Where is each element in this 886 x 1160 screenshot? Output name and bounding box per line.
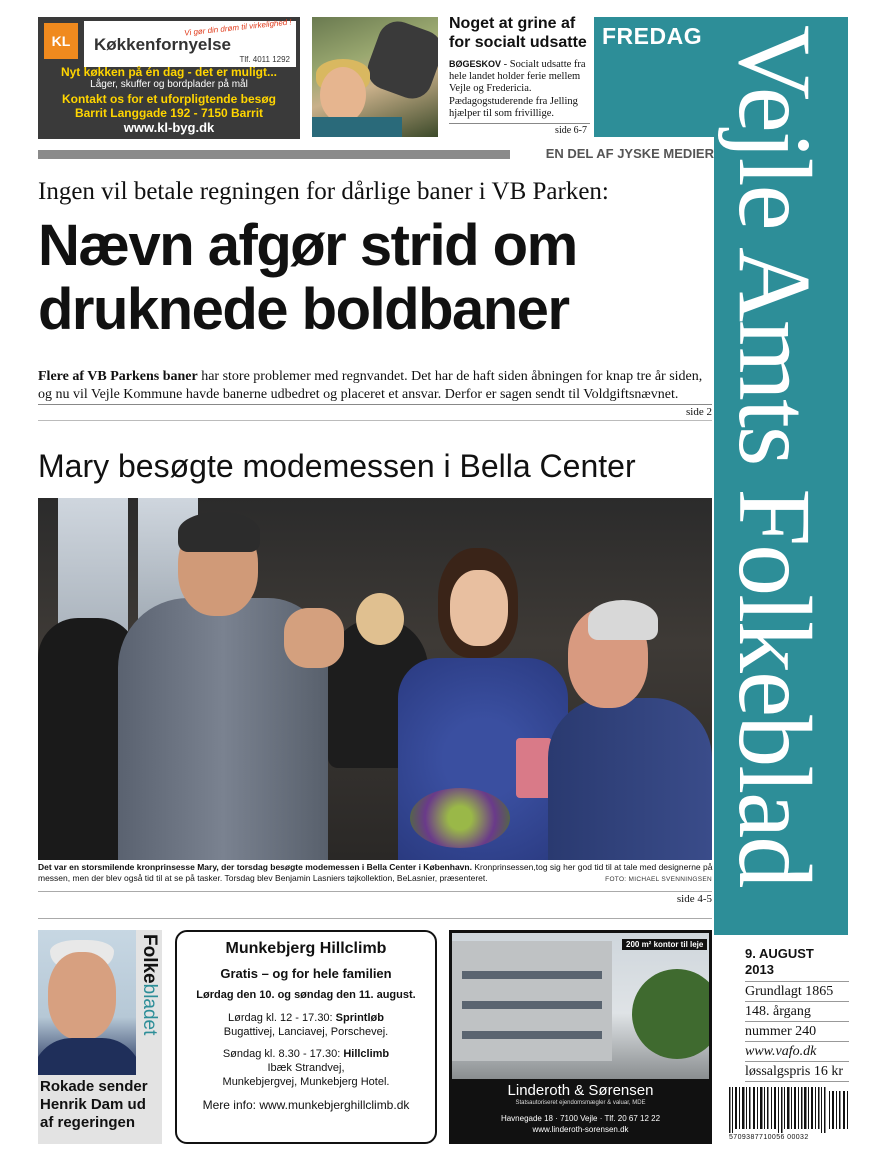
lede-bold: Flere af VB Parkens baner [38, 369, 198, 384]
teaser-page-ref[interactable]: side 6-7 [555, 125, 587, 136]
hillclimb-sunday-place-2: Munkebjergvej, Munkebjerg Hotel. [222, 1076, 390, 1088]
lead-page-ref[interactable]: side 2 [686, 406, 712, 418]
sat-event: Sprintløb [335, 1012, 384, 1024]
ad-line-4: Barrit Langgade 192 - 7150 Barrit [74, 106, 264, 120]
lede-divider [38, 404, 712, 405]
section-bar [38, 150, 510, 159]
caption-divider [38, 891, 712, 892]
folkebladet-brand [136, 930, 162, 1080]
newspaper-title[interactable]: Vejle Amts Folkeblad [717, 25, 832, 887]
sun-event: Hillclimb [343, 1048, 390, 1060]
photo-credit: FOTO: MICHAEL SVENNINGSEN [605, 876, 712, 883]
lead-headline[interactable] [38, 214, 698, 342]
hillclimb-saturday-place: Bugattivej, Lanciavej, Porschevej. [223, 1026, 389, 1038]
teaser-body [449, 58, 591, 120]
hillclimb-subtitle: Gratis – og for hele familien [220, 966, 392, 981]
kl-logo: KL [44, 23, 78, 59]
barcode-number: 5709387710056 00032 [729, 1134, 809, 1141]
lead-lede [38, 368, 718, 404]
lead-headline-line-2: druknede boldbaner [38, 277, 569, 342]
lead-kicker: Ingen vil betale regningen for dårlige baner i VB Parken: [38, 178, 609, 205]
realestate-ad[interactable] [449, 930, 712, 1144]
ad-website[interactable]: www.kl-byg.dk [123, 120, 215, 135]
teaser-photo-face [320, 67, 366, 123]
photo-bouquet [410, 788, 510, 848]
realestate-name: Linderoth & Sørensen [507, 1082, 654, 1099]
mary-page-ref[interactable]: side 4-5 [676, 893, 712, 905]
issue-info [745, 946, 849, 1082]
ad-line-1: Nyt køkken på én dag - det er muligt... [60, 65, 278, 79]
dam-headline: Rokade sender Henrik Dam ud af regeringen [40, 1078, 148, 1131]
photo-bystander-head [356, 593, 404, 645]
building [452, 941, 612, 1061]
dam-photo-suit [38, 1038, 136, 1075]
dam-photo [38, 930, 136, 1075]
teaser-photo-body [312, 117, 402, 137]
hillclimb-dates: Lørdag den 10. og søndag den 11. august. [196, 989, 416, 1001]
realestate-photo [452, 933, 709, 1079]
kitchen-ad[interactable] [38, 17, 300, 139]
bottom-divider [38, 918, 712, 919]
caption-text: Kronprinsessen,tog sig her god tid til at tale med designerne på messen, men der blev også tid til at se på tasker. Torsdag blev Benjamin Lasniers tøjkollektion, BeLasnier, præsenteret. [38, 862, 713, 883]
photo-man-hair [178, 512, 260, 552]
ad-company-name: Køkkenfornyelse [94, 35, 231, 54]
sat-time: Lørdag kl. 12 - 17.30: [228, 1012, 336, 1024]
ad-line-2: Låger, skuffer og bordplader på mål [90, 79, 248, 90]
caption-bold: Det var en storsmilende kronprinsesse Mary, der torsdag besøgte modemessen i Bella Center i København. [38, 862, 472, 872]
teaser-headline[interactable]: Noget at grine af for socialt udsatte [449, 15, 587, 51]
dam-photo-face [48, 952, 116, 1040]
issue-number: nummer 240 [745, 1022, 849, 1042]
volume: 148. årgang [745, 1002, 849, 1022]
tree [632, 969, 709, 1059]
brand-rest: bladet [139, 983, 160, 1036]
teaser-divider [449, 123, 590, 124]
dam-teaser[interactable] [38, 930, 162, 1144]
teaser-photo[interactable] [312, 17, 438, 137]
issue-date: 9. AUGUST [745, 946, 814, 961]
office-for-rent-tag: 200 m² kontor til leje [622, 939, 707, 950]
masthead-title-wrap [716, 25, 846, 925]
founded: Grundlagt 1865 [745, 981, 849, 1002]
folkebladet-logo [138, 934, 160, 1035]
realestate-website[interactable]: www.linderoth-sorensen.dk [532, 1125, 629, 1134]
media-group-label: EN DEL AF JYSKE MEDIER [545, 146, 714, 161]
teaser-photo-object [362, 17, 438, 104]
lede-divider-2 [38, 420, 712, 421]
hillclimb-title: Munkebjerg Hillclimb [225, 940, 387, 957]
ad-line-3: Kontakt os for et uforpligtende besøg [61, 92, 276, 106]
realestate-address: Havnegade 18 · 7100 Vejle · Tlf. 20 67 12 22 [500, 1114, 661, 1123]
hillclimb-more-info[interactable]: Mere info: www.munkebjerghillclimb.dk [202, 1098, 410, 1112]
mary-headline[interactable]: Mary besøgte modemessen i Bella Center [38, 448, 636, 484]
photo-pink-clutch [516, 738, 552, 798]
hillclimb-sunday [177, 1047, 435, 1061]
hillclimb-sunday-place-1: Ibæk Strandvej, [267, 1062, 345, 1074]
brand-bold: Folke [139, 934, 160, 984]
hillclimb-saturday [177, 1011, 435, 1025]
sun-time: Søndag kl. 8.30 - 17.30: [222, 1048, 344, 1060]
main-photo[interactable] [38, 498, 712, 860]
photo-older-man-hair [588, 600, 658, 640]
photo-mary-face [450, 570, 508, 646]
realestate-subtitle: Statsautoriseret ejendomsmægler & valuar, MDE [515, 1100, 646, 1106]
weekday-label: FREDAG [602, 23, 703, 49]
teaser-place: BØGESKOV [449, 59, 502, 69]
ad-slogan: Vi gør din drøm til virkelighed ! [183, 17, 293, 38]
photo-older-man-suit [548, 698, 712, 860]
issue-year: 2013 [745, 962, 774, 977]
ad-phone: Tlf. 4011 1292 [239, 55, 290, 64]
ad-header [84, 17, 296, 67]
website[interactable]: www.vafo.dk [745, 1042, 849, 1062]
lead-headline-line-1: Nævn afgør strid om [38, 213, 577, 278]
hillclimb-ad[interactable] [175, 930, 437, 1144]
teaser-text: - Socialt udsatte fra hele landet holder ferie mellem Vejle og Fredericia. Pædagogstuderende fra Jelling hjælper til som frivillige. [449, 59, 586, 119]
barcode-icon [729, 1087, 849, 1133]
price: løssalgspris 16 kr [745, 1062, 849, 1082]
photo-man-hand [284, 608, 344, 668]
lede-text: har store problemer med regnvandet. Det har de haft siden åbningen for knap tre år siden, og nu vil Vejle Kommune havde banerne udbedret og placeret et ansvar. Derfor er sagen sendt til Voldgiftsnævnet. [38, 369, 703, 402]
